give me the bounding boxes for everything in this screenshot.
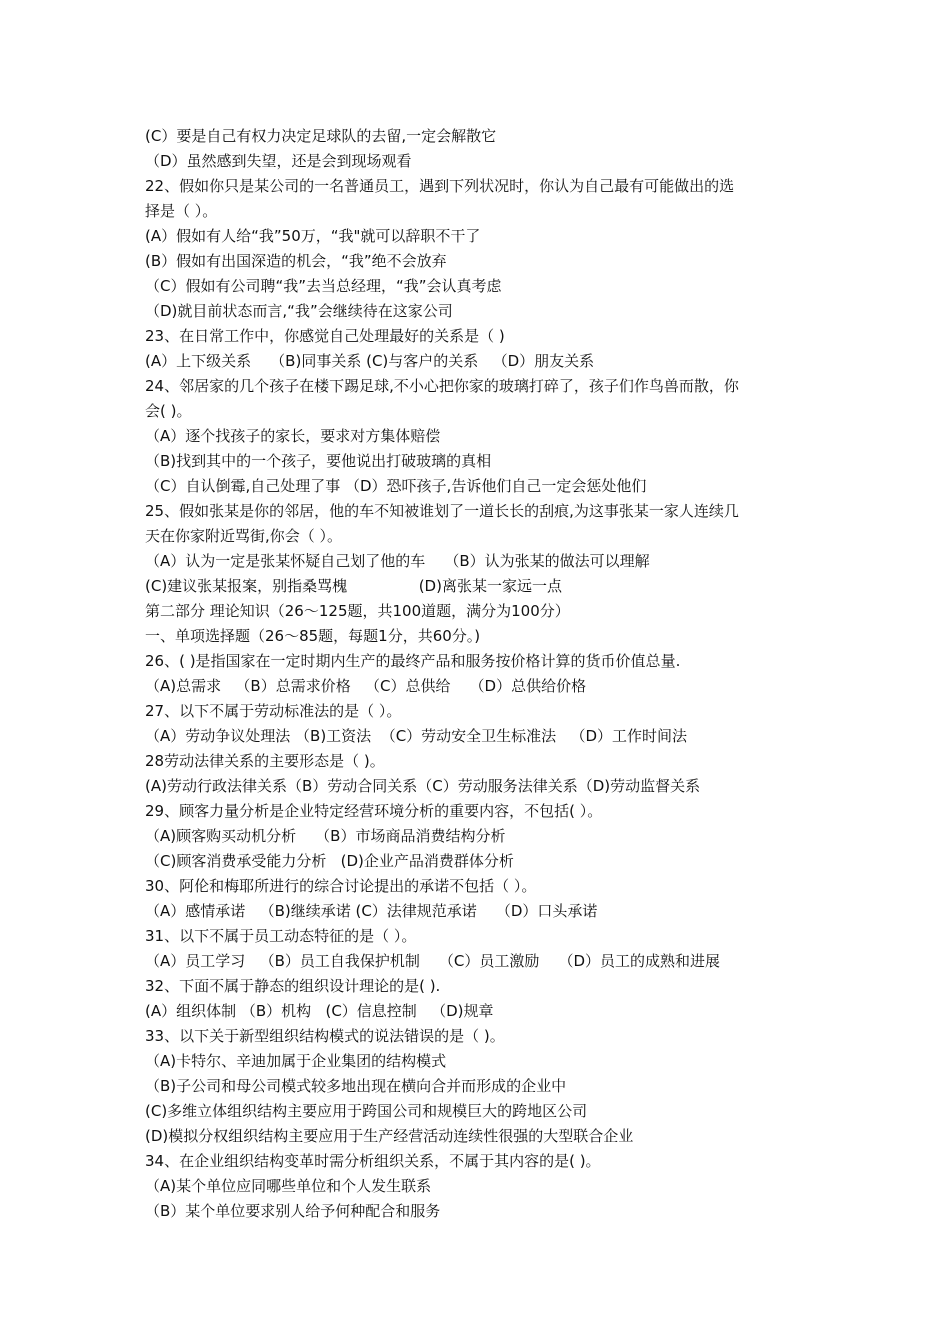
text-line: 天在你家附近骂街,你会（ ）。: [145, 527, 343, 545]
text-line: 32、下面不属于静态的组织设计理论的是( ).: [145, 977, 441, 995]
text-line: 30、阿伦和梅耶所进行的综合讨论提出的承诺不包括（ ）。: [145, 877, 537, 895]
document-text: [145, 124, 825, 1224]
text-line: (A)劳动行政法律关系（B）劳动合同关系（C）劳动服务法律关系（D)劳动监督关系: [145, 777, 701, 795]
text-line: 26、( )是指国家在一定时期内生产的最终产品和服务按价格计算的货币价值总量.: [145, 652, 681, 670]
text-line: （C）自认倒霉,自己处理了事 （D）恐吓孩子,告诉他们自己一定会惩处他们: [145, 477, 647, 495]
text-line: （A)总需求 （B）总需求价格 （C）总供给 （D）总供给价格: [145, 677, 587, 695]
text-line: (A）上下级关系 （B)同事关系 (C)与客户的关系 （D）朋友关系: [145, 352, 595, 370]
text-line: 29、顾客力量分析是企业特定经营环境分析的重要内容，不包括( ）。: [145, 802, 603, 820]
text-line: (D)模拟分权组织结构主要应用于生产经营活动连续性很强的大型联合企业: [145, 1127, 634, 1145]
text-line: （B)子公司和母公司模式较多地出现在横向合并而形成的企业中: [145, 1077, 567, 1095]
text-line: 会( )。: [145, 402, 192, 420]
section-heading: 第二部分 理论知识（26～125题，共100道题，满分为100分）: [145, 602, 570, 620]
text-line: 23、在日常工作中，你感觉自己处理最好的关系是（ ): [145, 327, 505, 345]
text-line: （A）认为一定是张某怀疑自己划了他的车 （B）认为张某的做法可以理解: [145, 552, 650, 570]
text-line: 27、以下不属于劳动标准法的是（ ）。: [145, 702, 402, 720]
text-line: （D）虽然感到失望，还是会到现场观看: [145, 152, 412, 170]
text-line: （A）劳动争议处理法 （B)工资法 （C）劳动安全卫生标准法 （D）工作时间法: [145, 727, 688, 745]
text-line: (C)多维立体组织结构主要应用于跨国公司和规模巨大的跨地区公司: [145, 1102, 588, 1120]
text-line: (C）要是自己有权力决定足球队的去留,一定会解散它: [145, 127, 497, 145]
text-line: 31、以下不属于员工动态特征的是（ ）。: [145, 927, 417, 945]
text-line: （A)顾客购买动机分析 （B）市场商品消费结构分析: [145, 827, 506, 845]
text-line: 28劳动法律关系的主要形态是（ )。: [145, 752, 385, 770]
text-line: 34、在企业组织结构变革时需分析组织关系，不属于其内容的是( )。: [145, 1152, 601, 1170]
text-line: 22、假如你只是某公司的一名普通员工，遇到下列状况时，你认为自己最有可能做出的选: [145, 177, 735, 195]
text-line: （A）感情承诺 （B)继续承诺 (C）法律规范承诺 （D）口头承诺: [145, 902, 598, 920]
text-line: （C）假如有公司聘“我”去当总经理，“我”会认真考虑: [145, 277, 502, 295]
text-line: (C)建议张某报案，别指桑骂槐 (D)离张某一家远一点: [145, 577, 562, 595]
text-line: （C)顾客消费承受能力分析 (D)企业产品消费群体分析: [145, 852, 514, 870]
text-line: （A）逐个找孩子的家长，要求对方集体赔偿: [145, 427, 441, 445]
text-line: （B)找到其中的一个孩子，要他说出打破玻璃的真相: [145, 452, 492, 470]
text-line: （A)卡特尔、辛迪加属于企业集团的结构模式: [145, 1052, 447, 1070]
text-line: （B）某个单位要求别人给予何种配合和服务: [145, 1202, 441, 1220]
text-line: (A）组织体制 （B）机构 (C）信息控制 （D)规章: [145, 1002, 494, 1020]
text-line: （D)就目前状态而言,“我”会继续待在这家公司: [145, 302, 453, 320]
subsection-heading: 一、单项选择题（26～85题，每题1分，共60分。): [145, 627, 481, 645]
text-line: (B）假如有出国深造的机会，“我”绝不会放弃: [145, 252, 447, 270]
text-line: (A）假如有人给“我”50万，“我"就可以辞职不干了: [145, 227, 481, 245]
text-line: 择是（ ）。: [145, 202, 218, 220]
text-line: 25、假如张某是你的邻居，他的车不知被谁划了一道长长的刮痕,为这事张某一家人连续几: [145, 502, 739, 520]
text-line: 33、以下关于新型组织结构模式的说法错误的是（ )。: [145, 1027, 505, 1045]
text-line: 24、邻居家的几个孩子在楼下踢足球,不小心把你家的玻璃打碎了，孩子们作鸟兽而散，你: [145, 377, 739, 395]
text-line: （A）员工学习 （B）员工自我保护机制 （C）员工激励 （D）员工的成熟和进展: [145, 952, 721, 970]
text-line: （A)某个单位应同哪些单位和个人发生联系: [145, 1177, 432, 1195]
